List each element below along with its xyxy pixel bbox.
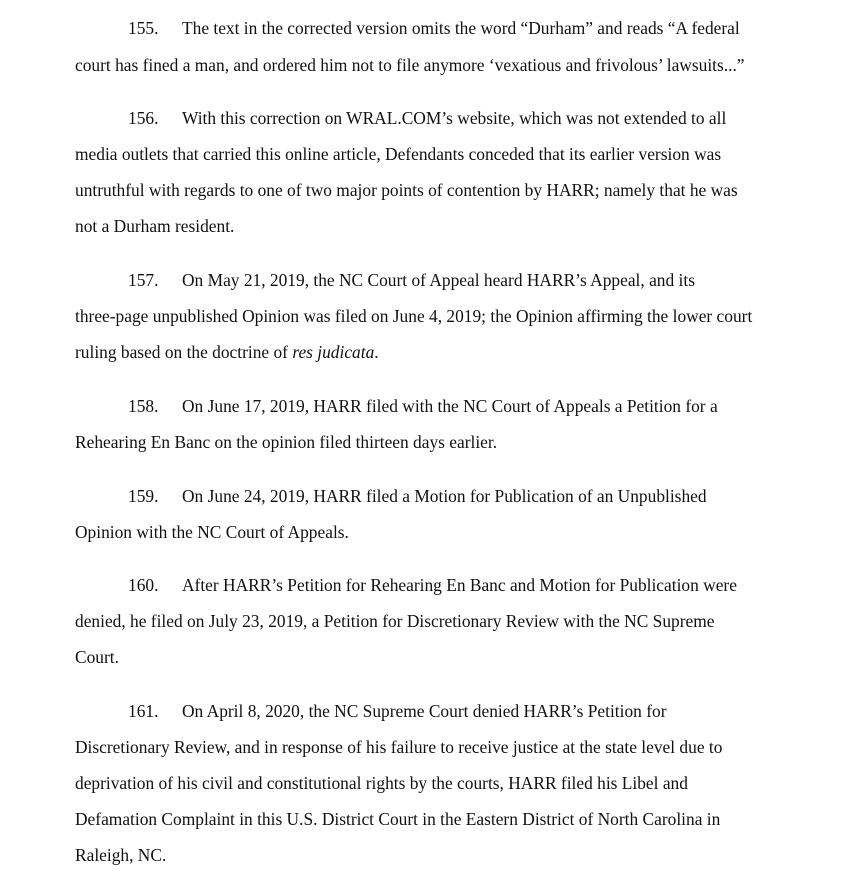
paragraph-text: With this correction on WRAL.COM’s website, which was not extended to all bbox=[182, 108, 727, 128]
paragraph-number: 161. bbox=[128, 701, 159, 721]
paragraph-line bbox=[128, 396, 718, 416]
paragraph-line: not a Durham resident. bbox=[75, 216, 235, 236]
paragraph-number: 156. bbox=[128, 108, 159, 128]
paragraph-line: Defamation Complaint in this U.S. District Court in the Eastern District of North Carolina in bbox=[75, 809, 721, 829]
paragraph-text: On April 8, 2020, the NC Supreme Court denied HARR’s Petition for bbox=[182, 701, 667, 721]
paragraph-line bbox=[128, 270, 695, 290]
paragraph-text: On May 21, 2019, the NC Court of Appeal heard HARR’s Appeal, and its bbox=[182, 270, 695, 290]
paragraph-line bbox=[128, 575, 737, 595]
paragraph-line: deprivation of his civil and constitutional rights by the courts, HARR filed his Libel and bbox=[75, 773, 688, 793]
paragraph-line: Rehearing En Banc on the opinion filed thirteen days earlier. bbox=[75, 432, 498, 452]
paragraph-line bbox=[75, 342, 379, 362]
paragraph-line: court has fined a man, and ordered him not to file anymore ‘vexatious and frivolous’ lawsuits...” bbox=[75, 55, 745, 75]
paragraph-line: media outlets that carried this online article, Defendants conceded that its earlier version was bbox=[75, 144, 722, 164]
paragraph-number: 158. bbox=[128, 396, 159, 416]
paragraph-line: Discretionary Review, and in response of his failure to receive justice at the state level due to bbox=[75, 737, 723, 757]
paragraph-text: On June 17, 2019, HARR filed with the NC Court of Appeals a Petition for a bbox=[182, 396, 718, 416]
paragraph-punctuation: . bbox=[374, 342, 379, 362]
paragraph-line: three-page unpublished Opinion was filed on June 4, 2019; the Opinion affirming the lower court bbox=[75, 306, 753, 326]
paragraph-number: 155. bbox=[128, 18, 159, 38]
paragraph-line: untruthful with regards to one of two major points of contention by HARR; namely that he was bbox=[75, 180, 738, 200]
paragraph-line bbox=[128, 108, 726, 128]
paragraph-line bbox=[128, 701, 667, 721]
paragraph-text: The text in the corrected version omits the word “Durham” and reads “A federal bbox=[182, 18, 740, 38]
paragraph-line: denied, he filed on July 23, 2019, a Petition for Discretionary Review with the NC Supreme bbox=[75, 611, 715, 631]
paragraph-line: Opinion with the NC Court of Appeals. bbox=[75, 522, 349, 542]
paragraph-text: ruling based on the doctrine of bbox=[75, 342, 293, 362]
paragraph-text: After HARR’s Petition for Rehearing En Banc and Motion for Publication were bbox=[182, 575, 737, 595]
paragraph-line bbox=[128, 486, 707, 506]
paragraph-number: 157. bbox=[128, 270, 159, 290]
paragraph-line: Court. bbox=[75, 647, 119, 667]
paragraph-number: 159. bbox=[128, 486, 159, 506]
italic-legal-term: res judicata bbox=[292, 342, 375, 362]
paragraph-text: On June 24, 2019, HARR filed a Motion for Publication of an Unpublished bbox=[182, 486, 707, 506]
paragraph-line: Raleigh, NC. bbox=[75, 845, 167, 865]
paragraph-number: 160. bbox=[128, 575, 159, 595]
paragraph-line bbox=[128, 18, 740, 38]
